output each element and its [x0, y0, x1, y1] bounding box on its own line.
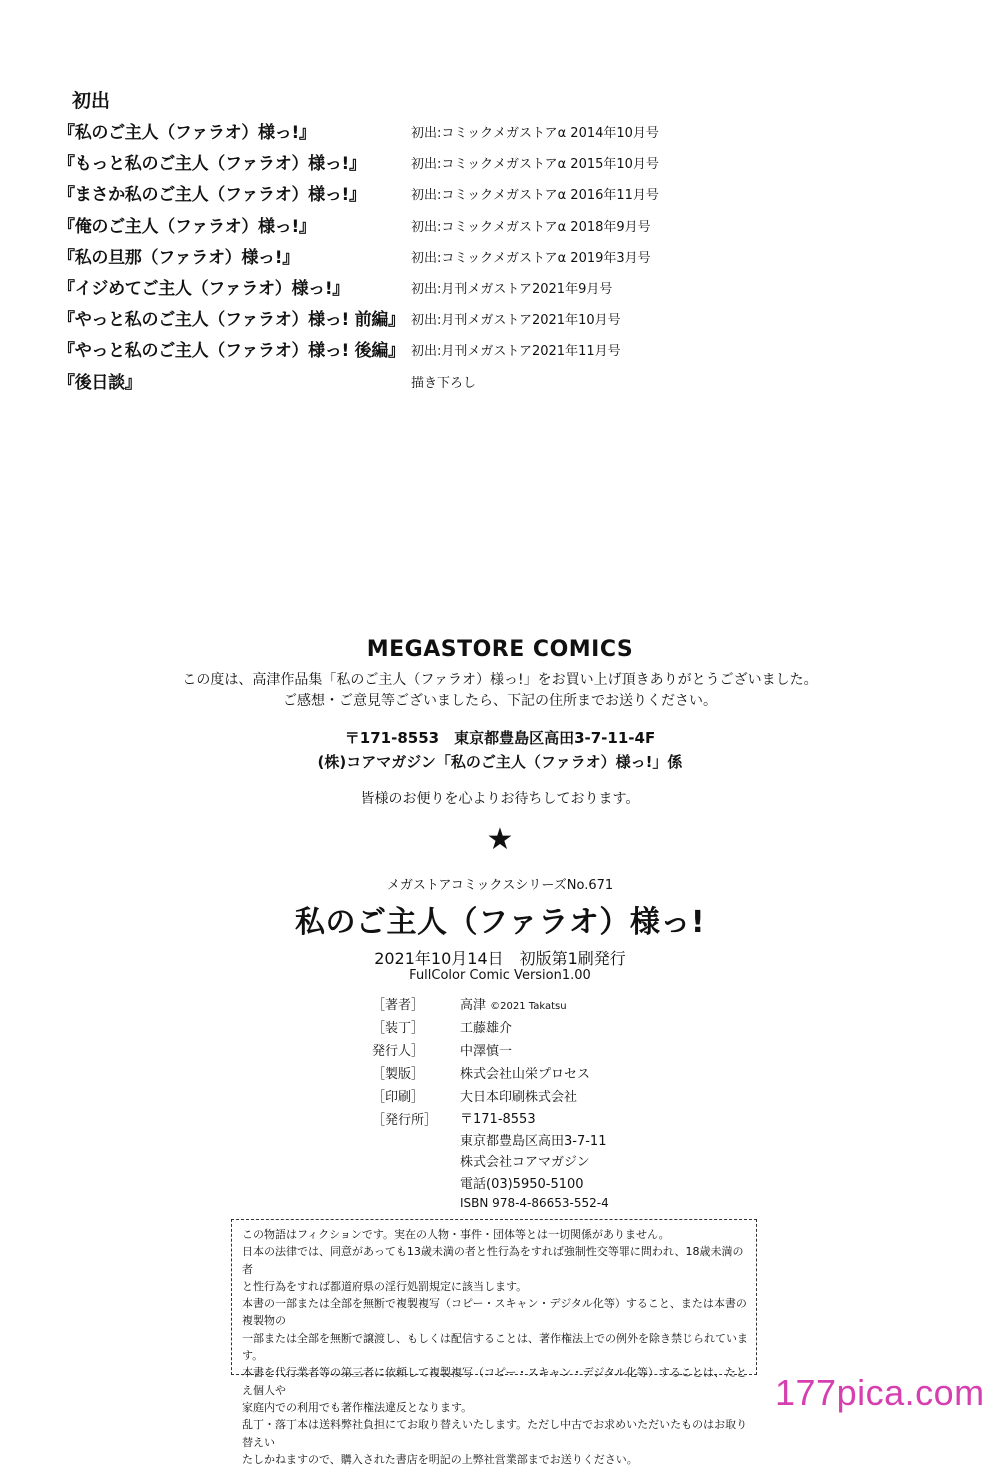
- story-source: 初出:コミックメガストアα 2015年10月号: [411, 157, 659, 173]
- credit-value: 工藤雄介: [460, 1021, 513, 1036]
- thanks-line: この度は、高津作品集「私のご主人（ファラオ）様っ!」をお買い上げ頂きありがとうございました。: [182, 672, 818, 688]
- notice-line: 乱丁・落丁本は送料弊社負担にてお取り替えいたします。ただし中古でお求めいただいたものはお取り替えい: [242, 1418, 748, 1449]
- story-title: 『やっと私のご主人（ファラオ）様っ! 後編』: [58, 341, 405, 362]
- story-source: 初出:月刊メガストア2021年10月号: [411, 313, 621, 329]
- list-item: [58, 149, 758, 180]
- credit-label: ［装丁］: [372, 1021, 425, 1036]
- list-item: [58, 118, 758, 149]
- thanks-line: ご感想・ご意見等ございましたら、下記の住所までお送りください。: [283, 693, 717, 709]
- credit-row-publisher-person: [372, 1040, 672, 1063]
- story-source: 初出:月刊メガストア2021年11月号: [411, 344, 621, 360]
- credit-value: [460, 994, 567, 1013]
- credit-row-plate: [372, 1063, 672, 1086]
- notice-line: たしかねますので、購入された書店を明記の上弊社営業部までお送りください。: [242, 1452, 638, 1466]
- publisher-phone: 電話(03)5950-5100: [460, 1176, 584, 1192]
- credit-label: ［製版］: [372, 1067, 425, 1082]
- publisher-zip: 〒171-8553: [460, 1112, 536, 1127]
- thanks-message: [0, 670, 1000, 712]
- list-item: [58, 336, 758, 367]
- publication-date: 2021年10月14日 初版第1刷発行: [374, 949, 626, 968]
- credit-row-publisher: [372, 1109, 672, 1192]
- credit-label: ［発行所］: [372, 1113, 438, 1128]
- star-icon: ★: [486, 822, 514, 857]
- mailing-address: [0, 726, 1000, 774]
- credit-value: 大日本印刷株式会社: [460, 1090, 578, 1105]
- address-line: (株)コアマガジン「私のご主人（ファラオ）様っ!」係: [317, 753, 683, 771]
- credits-block: [372, 994, 672, 1192]
- story-title: 『イジめてご主人（ファラオ）様っ!』: [58, 278, 350, 299]
- notice-line: と性行為をすれば都道府県の淫行処罰規定に該当します。: [242, 1279, 528, 1293]
- notice-line: 一部または全部を無断で譲渡し、もしくは配信することは、著作権法上での例外を除き禁じられています。: [242, 1331, 748, 1363]
- author-name: 高津: [460, 998, 487, 1013]
- notice-line: 日本の法律では、同意があっても13歳未満の者と性行為をすれば強制性交等罪に問われ、18歳未満の者: [242, 1245, 744, 1276]
- book-title: 私のご主人（ファラオ）様っ!: [294, 905, 706, 940]
- legal-notice-box: [231, 1219, 757, 1466]
- credit-value: 中澤慎一: [460, 1044, 513, 1059]
- story-title: 『まさか私のご主人（ファラオ）様っ!』: [58, 185, 366, 206]
- notice-line: この物語はフィクションです。実在の人物・事件・団体等とは一切関係がありません。: [242, 1228, 670, 1241]
- credit-label: 発行人］: [372, 1044, 425, 1059]
- story-title: 『後日談』: [58, 372, 142, 393]
- site-watermark: 177pica.com: [775, 1372, 985, 1413]
- credit-label: ［著者］: [372, 998, 425, 1013]
- story-source: 初出:月刊メガストア2021年9月号: [411, 281, 613, 297]
- publisher-address: 東京都豊島区高田3-7-11: [460, 1133, 607, 1149]
- credit-row-author: [372, 994, 672, 1017]
- list-item: [58, 243, 758, 274]
- notice-line: 本書を代行業者等の第三者に依頼して複製複写（コピー・スキャン・デジタル化等）することは、たとえ個人や: [242, 1366, 747, 1397]
- notice-line: 家庭内での利用でも著作権法違反となります。: [242, 1400, 473, 1414]
- list-item: [58, 305, 758, 336]
- credit-row-design: [372, 1017, 672, 1040]
- copyright-notice: ©2021 Takatsu: [490, 1001, 567, 1012]
- story-source: 初出:コミックメガストアα 2014年10月号: [411, 126, 659, 141]
- story-source: 初出:コミックメガストアα 2019年3月号: [411, 250, 651, 266]
- credit-row-print: [372, 1086, 672, 1109]
- first-publication-list: [58, 118, 758, 399]
- closing-message: 皆様のお便りを心よりお待ちしております。: [360, 791, 640, 807]
- list-item: [58, 212, 758, 243]
- story-title: 『私の旦那（ファラオ）様っ!』: [58, 247, 299, 268]
- edition-version: FullColor Comic Version1.00: [409, 968, 591, 983]
- list-item: [58, 368, 758, 399]
- story-title: 『私のご主人（ファラオ）様っ!』: [58, 123, 316, 143]
- list-item: [58, 274, 758, 305]
- publisher-details: [460, 1109, 606, 1195]
- credit-label: ［印刷］: [372, 1090, 425, 1105]
- publisher-name: 株式会社コアマガジン: [460, 1155, 590, 1170]
- first-publication-heading: 初出: [72, 90, 111, 112]
- notice-line: 本書の一部または全部を無断で複製複写（コピー・スキャン・デジタル化等）すること、または本書の複製物の: [242, 1297, 747, 1328]
- story-title: 『やっと私のご主人（ファラオ）様っ! 前編』: [58, 310, 405, 331]
- series-number: メガストアコミックスシリーズNo.671: [386, 878, 614, 893]
- story-source: 描き下ろし: [411, 375, 477, 391]
- story-title: 『もっと私のご主人（ファラオ）様っ!』: [58, 154, 366, 175]
- brand-name: MEGASTORE COMICS: [366, 637, 634, 662]
- story-source: 初出:コミックメガストアα 2018年9月号: [411, 219, 651, 235]
- list-item: [58, 180, 758, 211]
- story-source: 初出:コミックメガストアα 2016年11月号: [411, 188, 659, 204]
- address-line: 〒171-8553 東京都豊島区高田3-7-11-4F: [344, 729, 656, 747]
- story-title: 『俺のご主人（ファラオ）様っ!』: [58, 216, 316, 237]
- isbn: ISBN 978-4-86653-552-4: [460, 1196, 609, 1210]
- credit-value: 株式会社山栄プロセス: [460, 1067, 591, 1082]
